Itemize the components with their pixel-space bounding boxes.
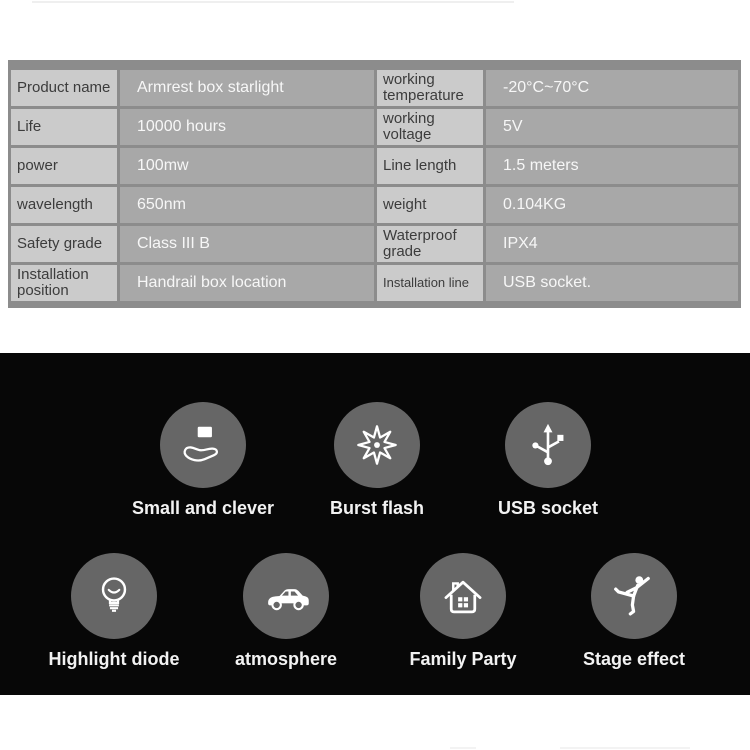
spec-label-power: power — [11, 148, 117, 184]
feature-label: Small and clever — [131, 498, 275, 518]
scan-artifact-line-bottom-2 — [560, 747, 690, 749]
spec-label-installation-position: Installation position — [11, 265, 117, 301]
spec-value-waterproof-grade: IPX4 — [486, 226, 738, 262]
spec-label-life: Life — [11, 109, 117, 145]
car-icon — [260, 570, 312, 622]
feature-label: Family Party — [409, 649, 517, 669]
feature-label: USB socket — [497, 498, 599, 518]
spec-value-working-voltage: 5V — [486, 109, 738, 145]
feature-circle — [334, 402, 420, 488]
spec-value-line-length: 1.5 meters — [486, 148, 738, 184]
dancer-icon — [608, 570, 660, 622]
spec-label-working-temperature: working temperature — [377, 70, 483, 106]
spec-label-wavelength: wavelength — [11, 187, 117, 223]
feature-circle — [71, 553, 157, 639]
spec-label-line-length: Line length — [377, 148, 483, 184]
feature-stage-effect — [544, 553, 724, 670]
feature-circle — [420, 553, 506, 639]
feature-usb-socket — [458, 402, 638, 519]
spec-label-safety-grade: Safety grade — [11, 226, 117, 262]
scan-artifact-line-top — [32, 1, 514, 3]
feature-circle — [243, 553, 329, 639]
hand-holding-box-icon — [177, 419, 229, 471]
spec-value-power: 100mw — [120, 148, 374, 184]
spec-label-weight: weight — [377, 187, 483, 223]
feature-label: Burst flash — [329, 498, 425, 518]
spec-label-working-voltage: working voltage — [377, 109, 483, 145]
house-icon — [437, 570, 489, 622]
spec-value-life: 10000 hours — [120, 109, 374, 145]
spec-label-waterproof-grade: Waterproof grade — [377, 226, 483, 262]
spec-value-installation-line: USB socket. — [486, 265, 738, 301]
spec-table — [8, 60, 741, 308]
spec-value-product-name: Armrest box starlight — [120, 70, 374, 106]
spec-label-installation-line: Installation line — [377, 265, 483, 301]
usb-symbol-icon — [522, 419, 574, 471]
feature-family-party — [373, 553, 553, 670]
spec-value-safety-grade: Class III B — [120, 226, 374, 262]
feature-burst-flash — [287, 402, 467, 519]
feature-circle — [160, 402, 246, 488]
feature-label: Stage effect — [582, 649, 686, 669]
feature-panel — [0, 353, 750, 695]
feature-label: atmosphere — [234, 649, 338, 669]
spec-value-installation-position: Handrail box location — [120, 265, 374, 301]
spec-value-weight: 0.104KG — [486, 187, 738, 223]
spec-label-product-name: Product name — [11, 70, 117, 106]
feature-small-and-clever — [113, 402, 293, 519]
scan-artifact-line-bottom-1 — [450, 747, 476, 749]
feature-atmosphere — [196, 553, 376, 670]
light-bulb-icon — [88, 570, 140, 622]
feature-circle — [505, 402, 591, 488]
feature-circle — [591, 553, 677, 639]
feature-highlight-diode — [24, 553, 204, 670]
feature-label: Highlight diode — [48, 649, 180, 669]
spec-value-working-temperature: -20°C~70°C — [486, 70, 738, 106]
spec-value-wavelength: 650nm — [120, 187, 374, 223]
burst-star-icon — [351, 419, 403, 471]
